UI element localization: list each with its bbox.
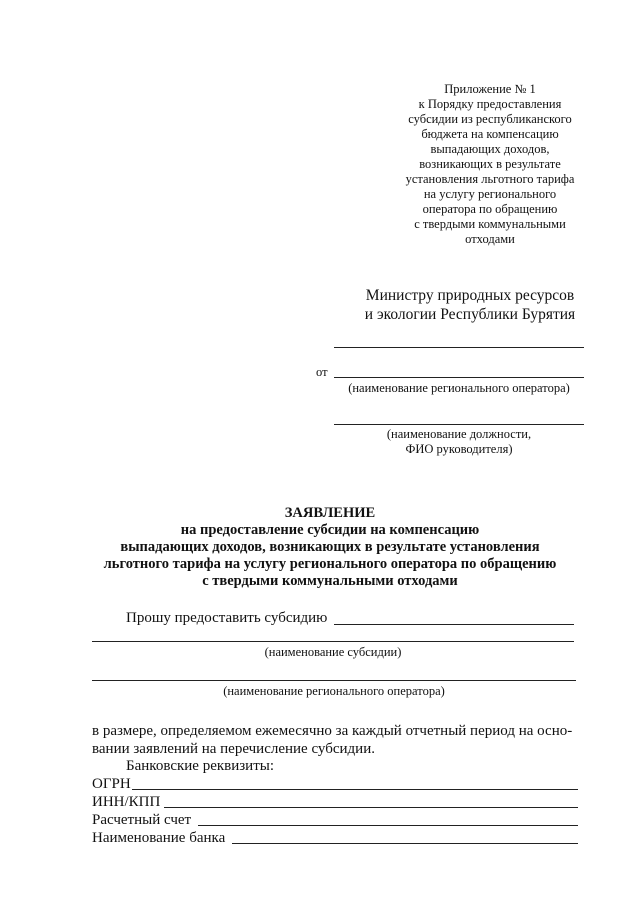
sender-blank-line[interactable] (334, 347, 584, 348)
appendix-line: отходами (465, 232, 515, 246)
operator-name-line-body[interactable] (92, 680, 576, 681)
appendix-line: к Порядку предоставления (418, 97, 562, 111)
operator-name-line[interactable] (334, 377, 584, 378)
appendix-line: возникающих в результате (419, 157, 561, 171)
paragraph-line-2: вании заявлений на перечисление субсидии. (92, 741, 375, 757)
subsidy-caption: (наименование субсидии) (264, 645, 402, 659)
account-field[interactable] (92, 811, 578, 829)
title-line-3: льготного тарифа на услугу регионального оператора по обращению (103, 556, 557, 572)
paragraph-line-1: в размере, определяемом ежемесячно за каждый отчетный период на осно- (92, 723, 573, 739)
title-line-2: выпадающих доходов, возникающих в результате установления (120, 539, 540, 555)
appendix-reference (360, 82, 620, 247)
ogrn-input-line[interactable] (132, 789, 578, 790)
addressee-line-2: и экологии Республики Бурятия (364, 306, 576, 323)
position-name-line[interactable] (334, 424, 584, 425)
ogrn-field[interactable] (92, 775, 578, 793)
operator-caption: (наименование регионального оператора) (348, 381, 570, 395)
subsidy-name-line-2[interactable] (92, 641, 574, 642)
account-label: Расчетный счет (92, 812, 192, 828)
operator-caption-body: (наименование регионального оператора) (223, 684, 445, 698)
request-text: Прошу предоставить субсидию (126, 610, 328, 626)
addressee (330, 286, 610, 324)
subsidy-name-line-1[interactable] (334, 624, 574, 625)
appendix-line: выпадающих доходов, (430, 142, 550, 156)
appendix-line: бюджета на компенсацию (421, 127, 559, 141)
addressee-line-1: Министру природных ресурсов (365, 287, 575, 304)
bank-name-field[interactable] (92, 829, 578, 847)
ogrn-label: ОГРН (92, 776, 131, 792)
position-caption-line-1: (наименование должности, (386, 427, 532, 441)
appendix-line: оператора по обращению (422, 202, 558, 216)
account-input-line[interactable] (198, 825, 578, 826)
appendix-line: с твердыми коммунальными (414, 217, 566, 231)
bank-name-input-line[interactable] (232, 843, 578, 844)
appendix-line: субсидии из республиканского (408, 112, 572, 126)
position-caption-line-2: ФИО руководителя) (405, 442, 513, 456)
from-label: от (316, 365, 328, 379)
inn-kpp-label: ИНН/КПП (92, 794, 161, 810)
appendix-line: Приложение № 1 (444, 82, 536, 96)
title-line-1: на предоставление субсидии на компенсацию (180, 522, 480, 538)
title-line-4: с твердыми коммунальными отходами (202, 573, 458, 589)
bank-details-label: Банковские реквизиты: (126, 758, 275, 774)
appendix-line: на услугу регионального (423, 187, 557, 201)
title-heading: ЗАЯВЛЕНИЕ (284, 505, 376, 521)
inn-kpp-input-line[interactable] (164, 807, 578, 808)
document-title (60, 505, 600, 590)
bank-name-label: Наименование банка (92, 830, 226, 846)
inn-kpp-field[interactable] (92, 793, 578, 811)
appendix-line: установления льготного тарифа (405, 172, 575, 186)
